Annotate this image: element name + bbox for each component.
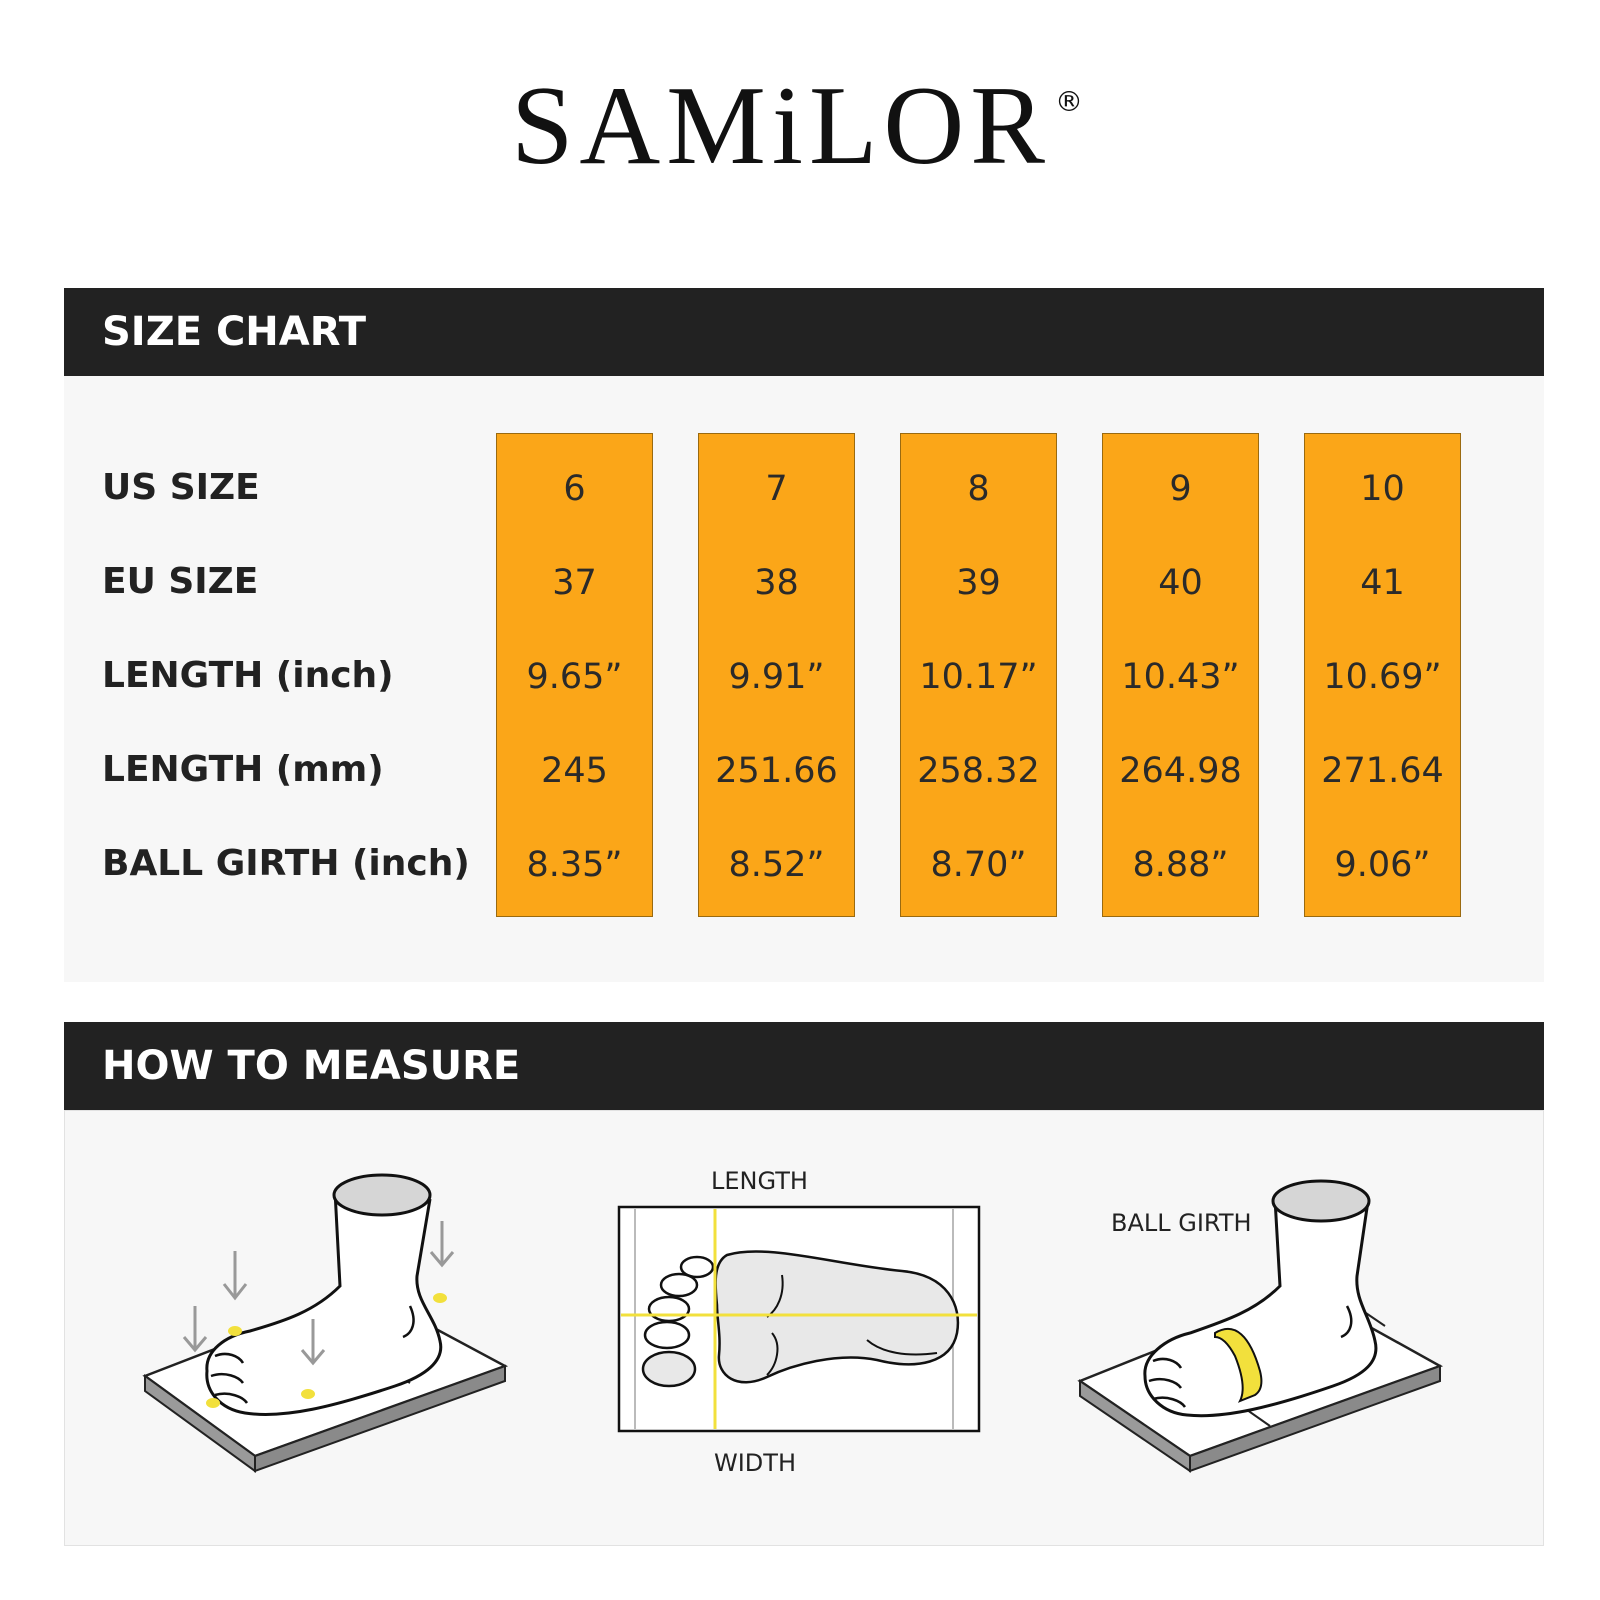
- size-chart-title: SIZE CHART: [102, 309, 367, 355]
- brand-name: SAMiLOR: [511, 64, 1051, 188]
- cell-eu-size: 37: [552, 563, 597, 603]
- cell-length-mm: 271.64: [1321, 751, 1444, 791]
- cell-ball-girth: 8.52”: [728, 845, 825, 885]
- how-to-measure-header: [64, 1022, 1544, 1110]
- size-column-10: [1304, 433, 1461, 917]
- cell-eu-size: 41: [1360, 563, 1405, 603]
- registered-mark: ®: [1054, 84, 1089, 118]
- size-column-8: [900, 433, 1057, 917]
- cell-length-mm: 258.32: [917, 751, 1040, 791]
- length-label: LENGTH: [711, 1167, 808, 1195]
- size-chart-header: [64, 288, 1544, 376]
- ball-girth-label: BALL GIRTH: [1111, 1209, 1252, 1237]
- cell-length-inch: 10.69”: [1323, 657, 1442, 697]
- cell-us-size: 9: [1169, 469, 1192, 509]
- row-label-length-mm: LENGTH (mm): [102, 749, 384, 790]
- cell-length-inch: 10.17”: [919, 657, 1038, 697]
- cell-us-size: 10: [1360, 469, 1405, 509]
- cell-ball-girth: 8.88”: [1132, 845, 1229, 885]
- how-to-measure-title: HOW TO MEASURE: [102, 1043, 521, 1089]
- size-column-7: [698, 433, 855, 917]
- cell-eu-size: 40: [1158, 563, 1203, 603]
- foot-ball-girth-icon: [1075, 1151, 1455, 1491]
- cell-length-inch: 10.43”: [1121, 657, 1240, 697]
- cell-length-mm: 264.98: [1119, 751, 1242, 791]
- row-label-ball-girth: BALL GIRTH (inch): [102, 843, 470, 884]
- row-label-length-inch: LENGTH (inch): [102, 655, 394, 696]
- cell-ball-girth: 8.35”: [526, 845, 623, 885]
- row-label-eu-size: EU SIZE: [102, 561, 259, 602]
- size-chart-panel: [64, 376, 1544, 982]
- cell-ball-girth: 8.70”: [930, 845, 1027, 885]
- brand-logo: [0, 64, 1600, 188]
- width-label: WIDTH: [714, 1449, 796, 1477]
- cell-us-size: 7: [765, 469, 788, 509]
- size-column-6: [496, 433, 653, 917]
- footprint-diagram-icon: [617, 1205, 981, 1433]
- cell-length-mm: 245: [541, 751, 608, 791]
- cell-length-inch: 9.65”: [526, 657, 623, 697]
- cell-us-size: 8: [967, 469, 990, 509]
- cell-length-mm: 251.66: [715, 751, 838, 791]
- cell-us-size: 6: [563, 469, 586, 509]
- how-to-measure-panel: [64, 1110, 1544, 1546]
- cell-eu-size: 38: [754, 563, 799, 603]
- cell-eu-size: 39: [956, 563, 1001, 603]
- cell-length-inch: 9.91”: [728, 657, 825, 697]
- size-column-9: [1102, 433, 1259, 917]
- row-label-us-size: US SIZE: [102, 467, 260, 508]
- cell-ball-girth: 9.06”: [1334, 845, 1431, 885]
- foot-on-board-icon: [135, 1151, 535, 1491]
